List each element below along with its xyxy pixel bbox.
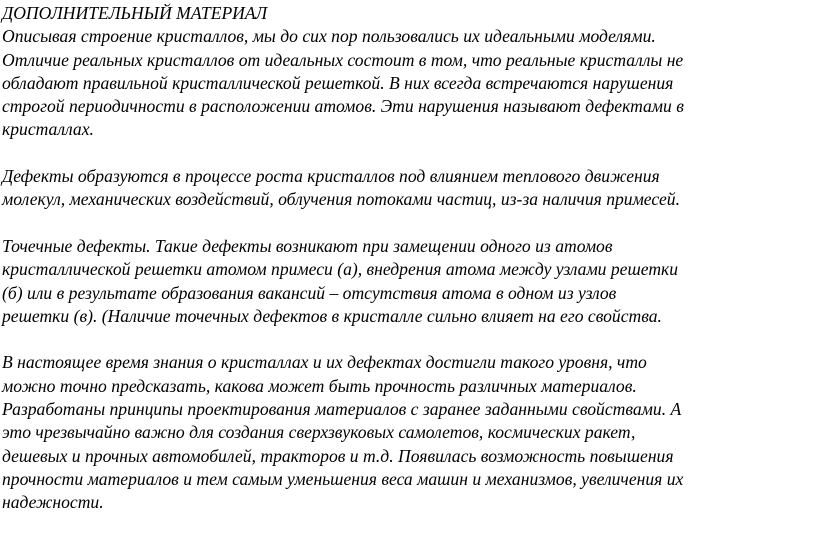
text-line: это чрезвычайно важно для создания сверхзвуковых самолетов, космических ракет, <box>2 422 636 443</box>
text-line: надежности. <box>2 492 104 513</box>
text-line: Отличие реальных кристаллов от идеальных состоит в том, что реальные кристаллы не <box>2 49 684 70</box>
text-line: дешевых и прочных автомобилей, тракторов и т.д. Появилась возможность повышения <box>2 445 674 466</box>
text-line: В настоящее время знания о кристаллах и их дефектах достигли такого уровня, что <box>2 352 647 373</box>
text-line: Описывая строение кристаллов, мы до сих пор пользовались их идеальными моделями. <box>2 26 656 47</box>
paragraph-spacer <box>2 328 812 351</box>
paragraph-current-knowledge <box>2 351 812 514</box>
text-line: кристаллах. <box>2 119 94 140</box>
text-line: молекул, механических воздействий, облучения потоками частиц, из-за наличия примесей. <box>2 189 680 210</box>
paragraph-defect-formation <box>2 165 812 212</box>
text-line: Разработаны принципы проектирования материалов с заранее заданными свойствами. А <box>2 399 682 420</box>
paragraph-spacer <box>2 142 812 165</box>
paragraph-point-defects <box>2 235 812 328</box>
document-heading: ДОПОЛНИТЕЛЬНЫЙ МАТЕРИАЛ <box>2 3 268 23</box>
text-line: (б) или в результате образования вакансий – отсутствия атома в одном из узлов <box>2 282 617 303</box>
text-line: Дефекты образуются в процессе роста кристаллов под влиянием теплового движения <box>2 166 660 187</box>
paragraph-spacer <box>2 212 812 235</box>
text-line: кристаллической решетки атомом примеси (а), внедрения атома между узлами решетки <box>2 259 679 280</box>
text-line: решетки (в). (Наличие точечных дефектов в кристалле сильно влияет на его свойства. <box>2 305 662 326</box>
paragraph-crystal-models <box>2 25 812 141</box>
text-line: Точечные дефекты. Такие дефекты возникают при замещении одного из атомов <box>2 235 613 256</box>
text-line: обладают правильной кристаллической решеткой. В них всегда встречаются нарушения <box>2 72 674 93</box>
text-line: строгой периодичности в расположении атомов. Эти нарушения называют дефектами в <box>2 96 684 117</box>
text-line: прочности материалов и тем самым уменьшения веса машин и механизмов, увеличения их <box>2 468 684 489</box>
text-line: можно точно предсказать, какова может быть прочность различных материалов. <box>2 375 637 396</box>
